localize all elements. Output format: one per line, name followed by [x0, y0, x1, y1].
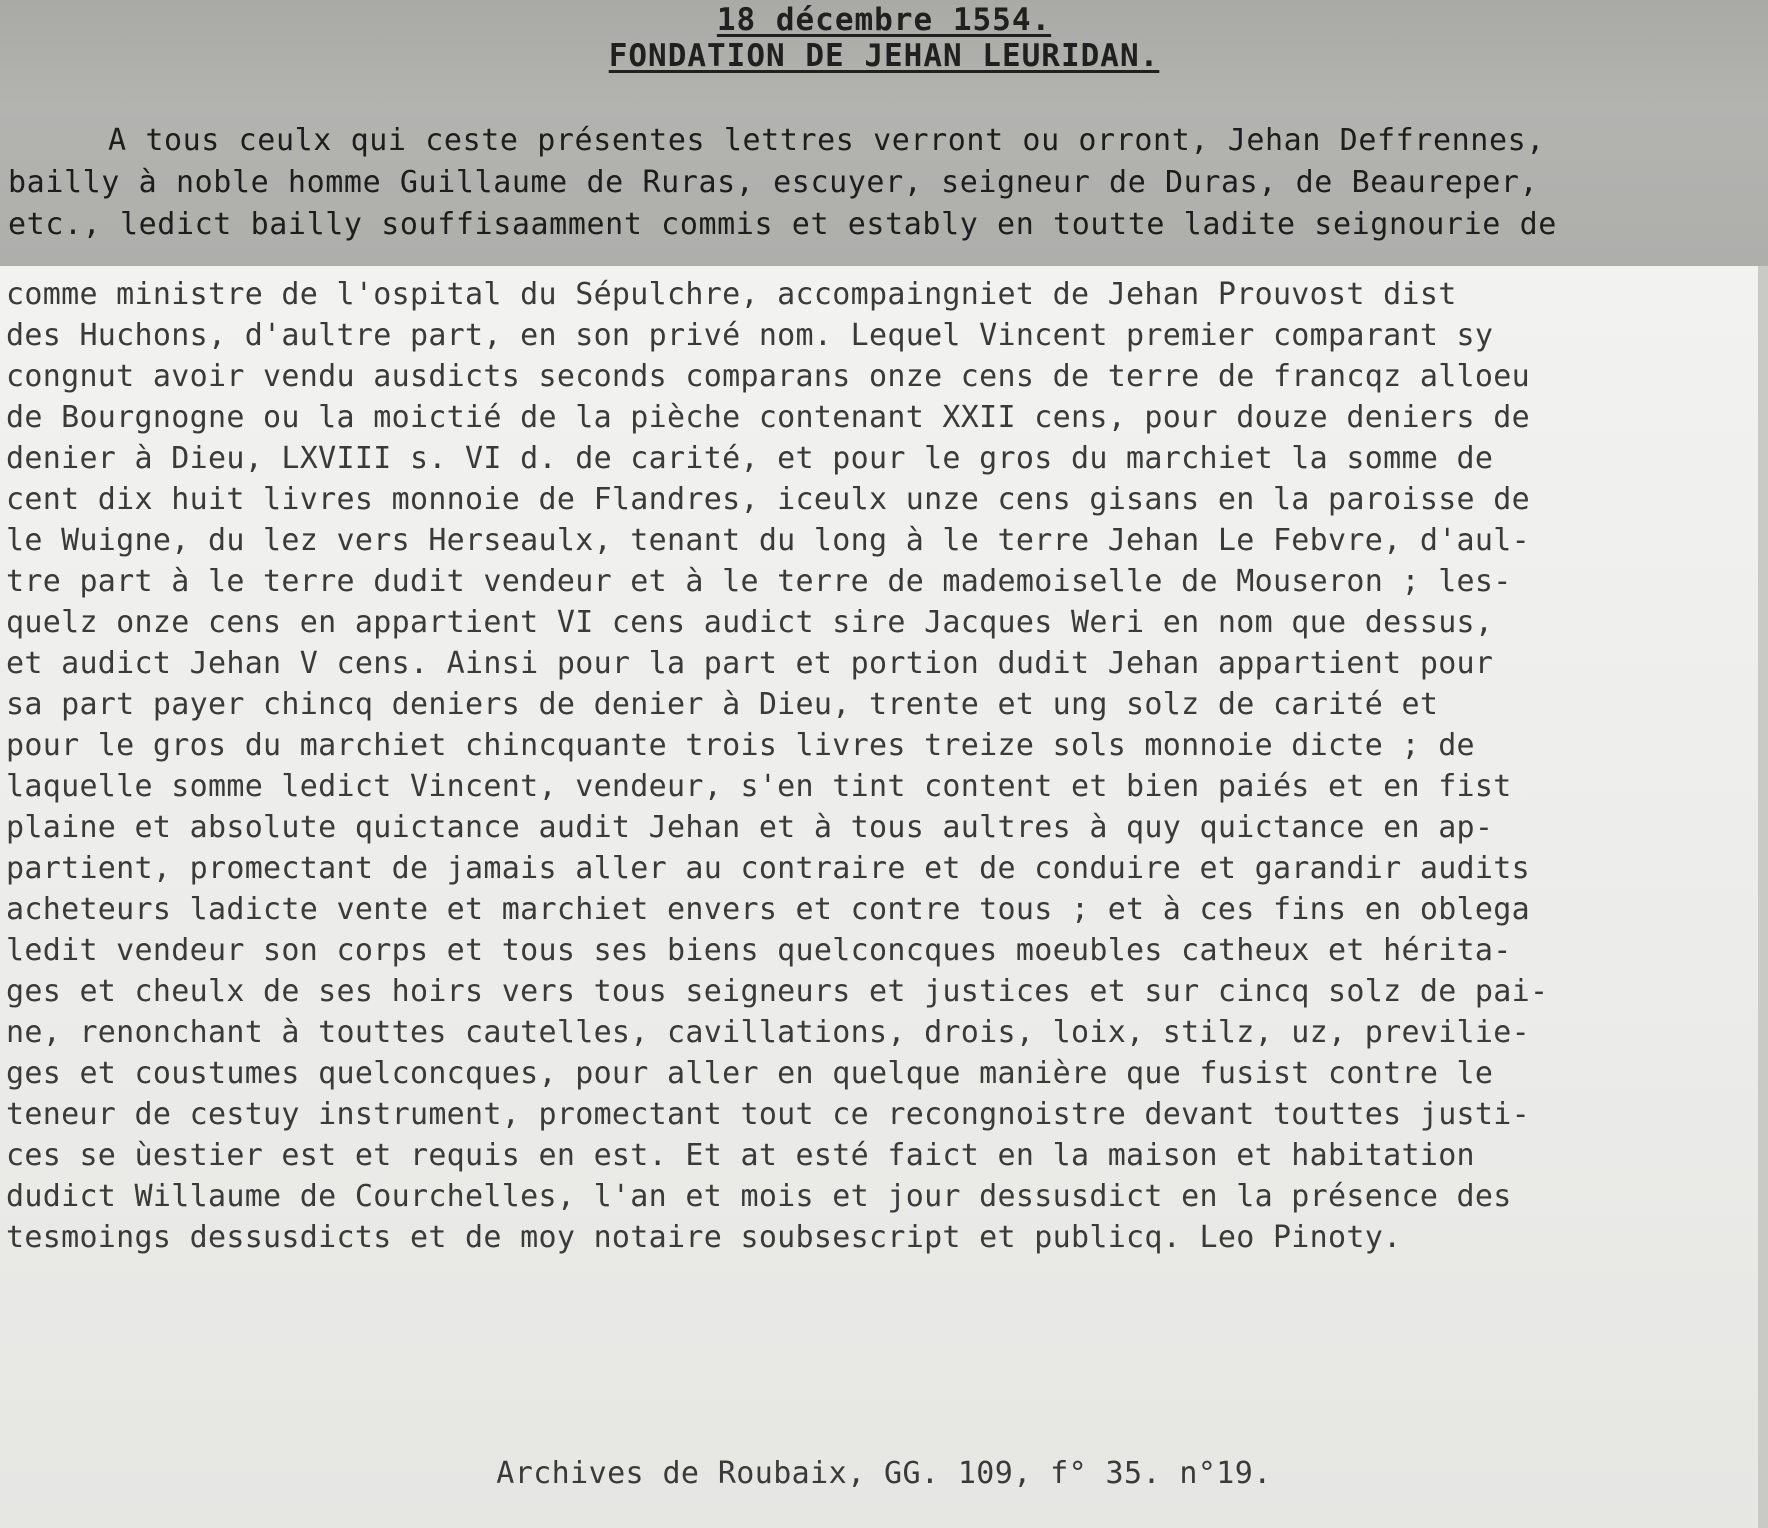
intro-line: A tous ceulx qui ceste présentes lettres verront ou orront, Jehan Deffrennes, [108, 123, 1545, 158]
body-line: congnut avoir vendu ausdicts seconds comparans onze cens de terre de francqz alloeu [6, 359, 1531, 394]
body-line: des Huchons, d'aultre part, en son privé nom. Lequel Vincent premier comparant sy [6, 318, 1494, 353]
body-line: cent dix huit livres monnoie de Flandres, iceulx unze cens gisans en la paroisse de [6, 482, 1531, 517]
body-line: dudict Willaume de Courchelles, l'an et mois et jour dessusdict en la présence des [6, 1179, 1512, 1214]
body-line: tre part à le terre dudit vendeur et à le terre de mademoiselle de Mouseron ; les- [6, 564, 1512, 599]
body-line: ges et coustumes quelconcques, pour aller en quelque manière que fusist contre le [6, 1056, 1494, 1091]
body-line: ces se ùestier est et requis en est. Et at esté faict en la maison et habitation [6, 1138, 1475, 1173]
body-line: ledit vendeur son corps et tous ses biens quelconcques moeubles catheux et hérita- [6, 933, 1512, 968]
archive-reference: Archives de Roubaix, GG. 109, f° 35. n°19. [496, 1456, 1272, 1491]
body-line: le Wuigne, du lez vers Herseaulx, tenant du long à le terre Jehan Le Febvre, d'aul- [6, 523, 1531, 558]
body-line: plaine et absolute quictance audit Jehan et à tous aultres à quy quictance en ap- [6, 810, 1494, 845]
body-line: laquelle somme ledict Vincent, vendeur, s'en tint content et bien paiés et en fist [6, 769, 1512, 804]
body-line: acheteurs ladicte vente et marchiet envers et contre tous ; et à ces fins en oblega [6, 892, 1531, 927]
body-line: sa part payer chincq deniers de denier à Dieu, trente et ung solz de carité et [6, 687, 1439, 722]
intro-line: etc., ledict bailly souffisaamment commis et estably en toutte ladite seignourie de [8, 207, 1557, 242]
body-line: comme ministre de l'ospital du Sépulchre, accompaingniet de Jehan Prouvost dist [6, 277, 1457, 312]
body-line: ges et cheulx de ses hoirs vers tous seigneurs et justices et sur cincq solz de pai- [6, 974, 1549, 1009]
body-line: teneur de cestuy instrument, promectant tout ce recongnoistre devant touttes justi- [6, 1097, 1531, 1132]
body-line: tesmoings dessusdicts et de moy notaire soubsescript et publicq. Leo Pinoty. [6, 1220, 1402, 1255]
body-line: pour le gros du marchiet chincquante trois livres treize sols monnoie dicte ; de [6, 728, 1475, 763]
document-date: 18 décembre 1554. [716, 2, 1052, 38]
intro-line: bailly à noble homme Guillaume de Ruras, escuyer, seigneur de Duras, de Beaureper, [8, 165, 1539, 200]
body-line: partient, promectant de jamais aller au contraire et de conduire et garandir audits [6, 851, 1531, 886]
body-line: ne, renonchant à touttes cautelles, cavillations, drois, loix, stilz, uz, previlie- [6, 1015, 1531, 1050]
body-line: denier à Dieu, LXVIII s. VI d. de carité, et pour le gros du marchiet la somme de [6, 441, 1494, 476]
body-line: de Bourgnogne ou la moictié de la pièche contenant XXII cens, pour douze deniers de [6, 400, 1531, 435]
document-title: FONDATION DE JEHAN LEURIDAN. [608, 38, 1160, 74]
body-line: quelz onze cens en appartient VI cens audict sire Jacques Weri en nom que dessus, [6, 605, 1494, 640]
body-line: et audict Jehan V cens. Ainsi pour la part et portion dudit Jehan appartient pour [6, 646, 1494, 681]
top-photo-strip [0, 0, 1768, 266]
